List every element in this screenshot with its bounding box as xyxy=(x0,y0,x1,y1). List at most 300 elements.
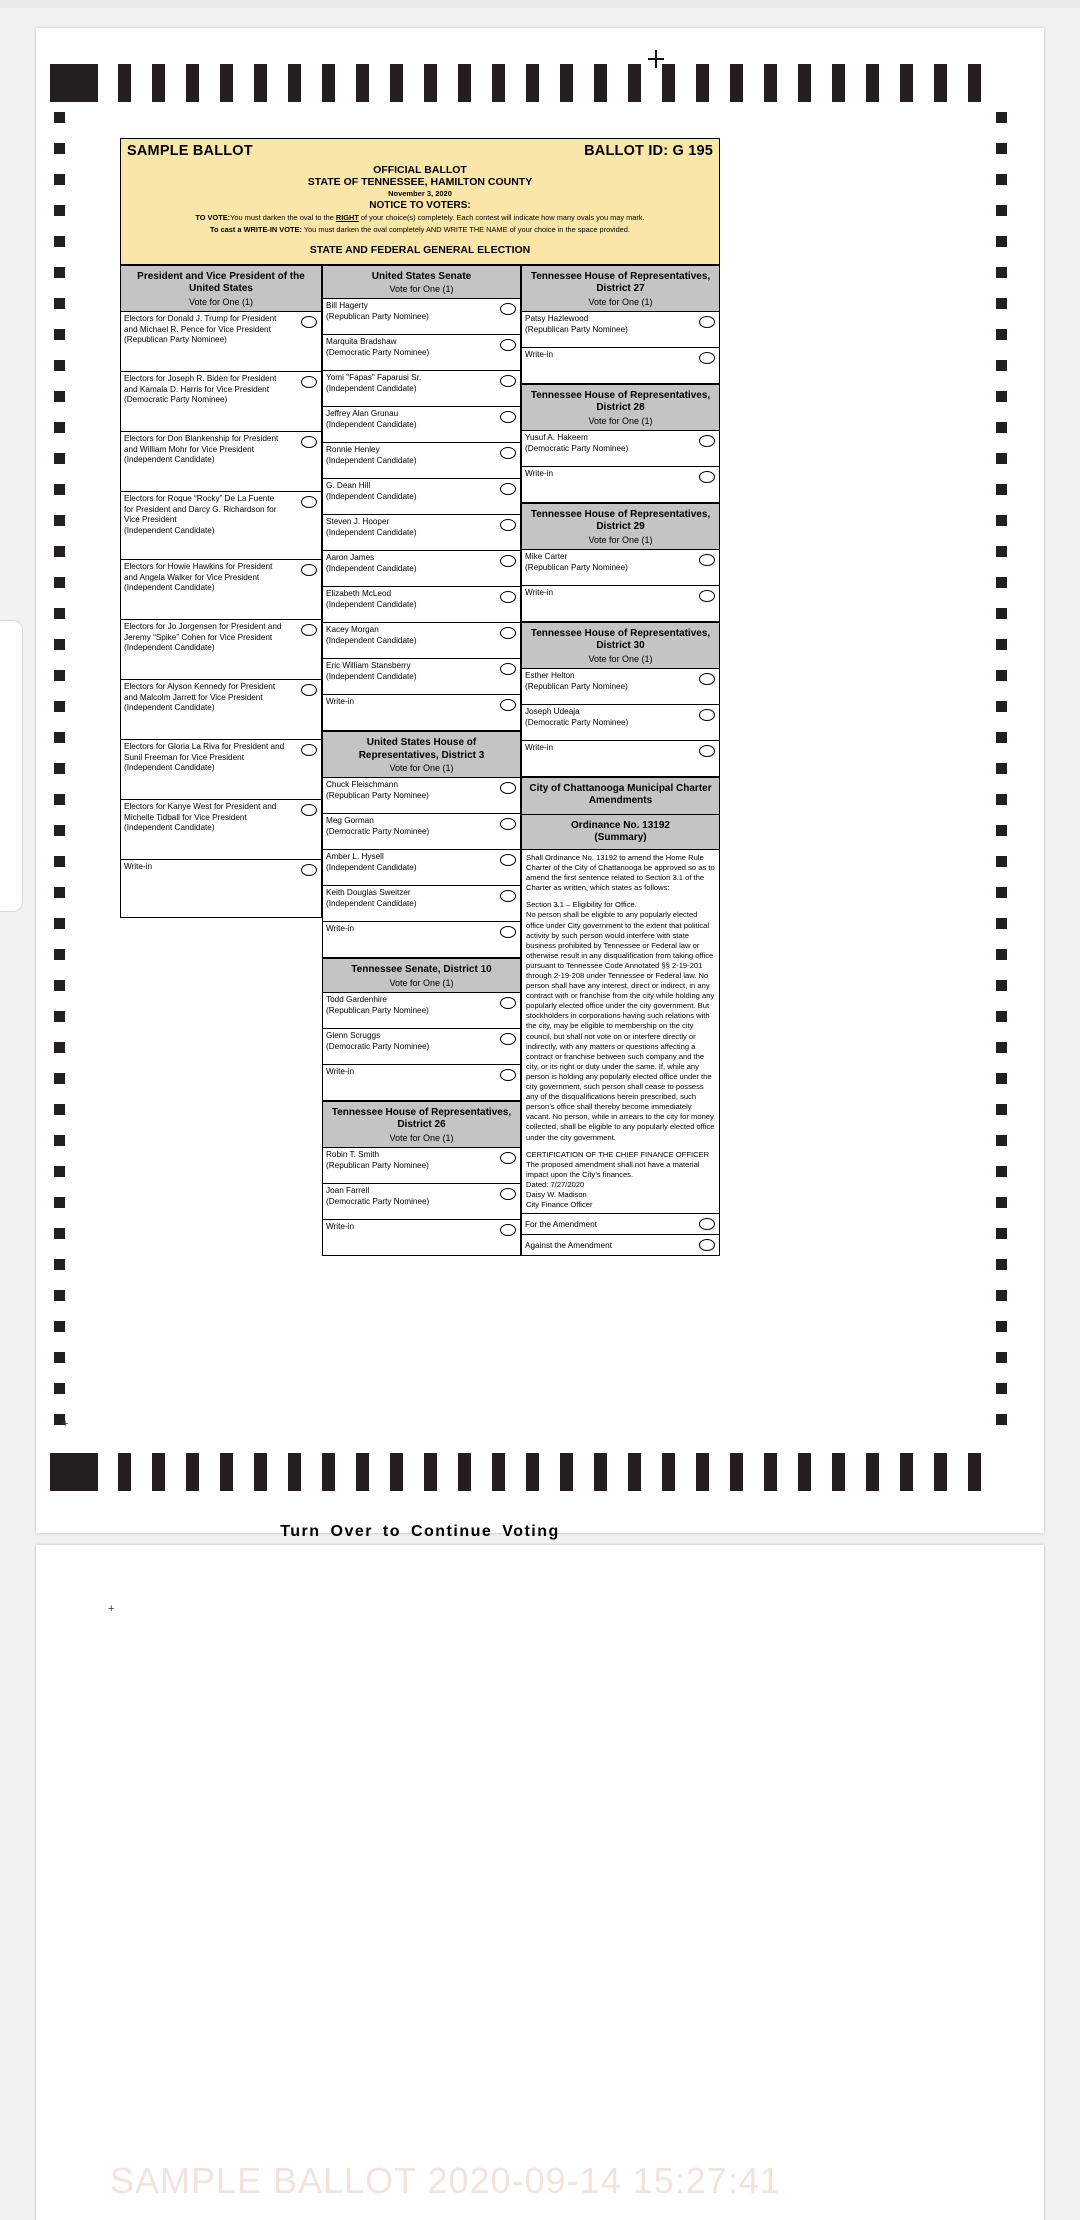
vote-oval[interactable] xyxy=(500,519,516,531)
candidate-name-line: Kacey Morgan xyxy=(326,625,379,635)
vote-oval[interactable] xyxy=(699,1239,715,1251)
timing-mark xyxy=(54,1228,65,1239)
charter-amendments-title: City of Chattanooga Municipal Charter Amendments xyxy=(529,782,712,807)
amendment-against-option[interactable] xyxy=(521,1235,720,1256)
candidate-name-line: (Independent Candidate) xyxy=(124,823,215,833)
candidate-name xyxy=(326,924,354,935)
timing-mark xyxy=(50,1453,98,1491)
candidate-row[interactable] xyxy=(521,467,720,503)
candidate-name xyxy=(326,517,417,538)
candidate-name-line: Write-in xyxy=(525,349,554,359)
candidate-name-line: Electors for Gloria La Riva for President and xyxy=(124,741,285,751)
vote-oval[interactable] xyxy=(301,864,317,876)
candidate-row[interactable] xyxy=(322,335,521,371)
candidate-name-line: (Independent Candidate) xyxy=(326,384,417,394)
timing-mark xyxy=(54,112,65,123)
candidate-row[interactable] xyxy=(322,850,521,886)
sample-ballot-label: SAMPLE BALLOT xyxy=(127,143,253,159)
candidate-name-line: Electors for Joseph R. Biden for President xyxy=(124,373,277,383)
candidate-row[interactable] xyxy=(521,550,720,586)
timing-mark xyxy=(458,1453,471,1491)
timing-mark xyxy=(54,1197,65,1208)
ordinance-paragraph: No person shall be eligible to any popularly elected office under City government to the extent that political activity by such person would interfere with state business prohibited by Tennessee or Federal law or otherwise result in any disqualification from taking office pursuant to Tennessee Code Annotated §§ 2-19-201 through 2-19-208 under Tennessee or Federal law. No person shall have any interest, direct or indirect, in any contract with or franchise from the city while holding any popularly elected office under the city government. But stockholders in corporations having such relations with the city, may be eligible to membership on the city council, but shall not vote on or interfere directly or indirectly, with any matters or questions affecting a contract or franchise between such company and the city, or its right or duty under the same. If, while any person is holding any popularly elected office under the city government, such person shall cease to possess any of the disqualifications herein prescribed, such person’s office shall thereby become immediately vacant. No person, while in arrears to the city for money collected, shall be eligible to any popularly elected office under the city government. xyxy=(526,910,715,1142)
candidate-name xyxy=(525,707,628,728)
timing-mark xyxy=(934,64,947,102)
ballot-column-2 xyxy=(322,265,521,1256)
candidate-name xyxy=(326,661,417,682)
official-ballot-label: OFFICIAL BALLOT xyxy=(373,164,467,176)
timing-mark xyxy=(866,1453,879,1491)
candidate-name xyxy=(124,494,276,537)
candidate-row[interactable] xyxy=(120,860,322,918)
candidate-name-line: Write-in xyxy=(326,1221,355,1231)
candidate-name-line: (Independent Candidate) xyxy=(326,528,417,538)
election-title: STATE AND FEDERAL GENERAL ELECTION xyxy=(309,243,531,256)
vote-oval[interactable] xyxy=(301,496,317,508)
candidate-name-line: (Independent Candidate) xyxy=(326,672,417,682)
candidate-row[interactable] xyxy=(521,312,720,348)
vote-oval[interactable] xyxy=(500,663,516,675)
timing-mark xyxy=(662,1453,675,1491)
timing-mark xyxy=(54,763,65,774)
vote-oval[interactable] xyxy=(301,316,317,328)
candidate-row[interactable] xyxy=(120,432,322,492)
timing-mark xyxy=(900,64,913,102)
vote-oval[interactable] xyxy=(301,744,317,756)
vote-oval[interactable] xyxy=(500,818,516,830)
timing-mark xyxy=(996,422,1007,433)
candidate-name-line: and Michael R. Pence for Vice President xyxy=(124,324,271,334)
timing-mark xyxy=(288,1453,301,1491)
candidate-name-line: Electors for Roque “Rocky” De La Fuente xyxy=(124,493,275,503)
contest-title: Tennessee House of Representatives, District 28 xyxy=(530,389,711,414)
timing-marks-right xyxy=(996,112,1007,1442)
timing-mark xyxy=(996,236,1007,247)
candidate-name xyxy=(525,588,553,599)
candidate-row[interactable] xyxy=(120,372,322,432)
timing-mark xyxy=(54,856,65,867)
timing-mark xyxy=(54,205,65,216)
candidate-row[interactable] xyxy=(322,695,521,731)
timing-mark xyxy=(50,64,98,102)
candidate-name-line: (Independent Candidate) xyxy=(326,420,417,430)
timing-mark xyxy=(996,267,1007,278)
timing-mark xyxy=(934,1453,947,1491)
timing-mark xyxy=(968,1453,981,1491)
vote-oval[interactable] xyxy=(500,591,516,603)
candidate-name-line: Joan Farrell xyxy=(326,1185,370,1195)
candidate-name xyxy=(525,469,553,480)
candidate-row[interactable] xyxy=(322,778,521,814)
timing-mark xyxy=(996,670,1007,681)
candidate-name-line: Keith Douglas Sweitzer xyxy=(326,888,411,898)
timing-mark xyxy=(54,453,65,464)
candidate-row[interactable] xyxy=(322,1148,521,1184)
vote-oval[interactable] xyxy=(301,804,317,816)
timing-mark xyxy=(118,64,131,102)
vote-oval[interactable] xyxy=(699,316,715,328)
candidate-row[interactable] xyxy=(120,312,322,372)
timing-mark xyxy=(54,701,65,712)
timing-mark xyxy=(54,1259,65,1270)
candidate-row[interactable] xyxy=(322,443,521,479)
candidate-row[interactable] xyxy=(322,659,521,695)
candidate-name-line: (Independent Candidate) xyxy=(124,763,215,773)
candidate-row[interactable] xyxy=(322,1065,521,1101)
vote-oval[interactable] xyxy=(500,411,516,423)
contest-title: Tennessee House of Representatives, District 27 xyxy=(530,270,711,295)
candidate-row[interactable] xyxy=(120,800,322,860)
timing-mark xyxy=(54,174,65,185)
candidate-row[interactable] xyxy=(120,680,322,740)
candidate-row[interactable] xyxy=(120,560,322,620)
candidate-name xyxy=(326,852,417,873)
candidate-name-line: (Independent Candidate) xyxy=(326,492,417,502)
candidate-name-line: and William Mohr for Vice President xyxy=(124,444,254,454)
candidate-name-line: (Democratic Party Nominee) xyxy=(326,1041,430,1051)
timing-mark xyxy=(968,64,981,102)
vote-oval[interactable] xyxy=(500,1188,516,1200)
candidate-name-line: (Republican Party Nominee) xyxy=(326,1160,429,1170)
vote-oval[interactable] xyxy=(301,684,317,696)
timing-mark xyxy=(54,422,65,433)
timing-mark xyxy=(900,1453,913,1491)
vote-oval[interactable] xyxy=(699,471,715,483)
timing-mark xyxy=(996,949,1007,960)
timing-mark xyxy=(54,639,65,650)
timing-mark xyxy=(54,980,65,991)
timing-mark xyxy=(996,1259,1007,1270)
vote-oval[interactable] xyxy=(699,554,715,566)
vote-oval[interactable] xyxy=(500,483,516,495)
contest-title: Tennessee Senate, District 10 xyxy=(351,964,492,976)
candidate-row[interactable] xyxy=(322,623,521,659)
candidate-name-line: (Independent Candidate) xyxy=(326,600,417,610)
candidate-row[interactable] xyxy=(521,669,720,705)
president-contest-header xyxy=(120,265,322,312)
candidate-name xyxy=(326,1067,354,1078)
timing-mark xyxy=(54,608,65,619)
timing-marks-left xyxy=(54,112,65,1442)
turn-over-notice: Turn Over to Continue Voting xyxy=(280,1523,560,1540)
ballot-content xyxy=(120,138,720,1540)
candidate-name-line: Aaron James xyxy=(326,553,375,563)
candidate-row[interactable] xyxy=(322,886,521,922)
candidate-row[interactable] xyxy=(322,993,521,1029)
timing-mark xyxy=(526,64,539,102)
timing-mark xyxy=(996,1166,1007,1177)
browser-chrome-strip xyxy=(0,0,1080,8)
candidate-name-line: Electors for Howie Hawkins for President xyxy=(124,561,273,571)
timing-mark xyxy=(54,949,65,960)
timing-mark xyxy=(764,64,777,102)
candidate-name-line: Robin T. Smith xyxy=(326,1149,380,1159)
candidate-row[interactable] xyxy=(521,705,720,741)
timing-mark xyxy=(356,64,369,102)
vote-oval[interactable] xyxy=(500,447,516,459)
timing-mark xyxy=(996,1321,1007,1332)
candidate-name-line: Esther Helton xyxy=(525,670,575,680)
candidate-name-line: G. Dean Hill xyxy=(326,481,371,491)
timing-mark xyxy=(54,1042,65,1053)
contest-title: United States House of Representatives, District 3 xyxy=(358,737,485,761)
timing-mark xyxy=(996,1042,1007,1053)
timing-mark xyxy=(996,794,1007,805)
candidate-name xyxy=(326,337,429,358)
candidate-name-line: Electors for Jo Jorgensen for President and xyxy=(124,621,282,631)
candidate-name-line: (Democratic Party Nominee) xyxy=(525,443,629,453)
election-date: November 3, 2020 xyxy=(388,189,452,198)
timing-mark xyxy=(996,143,1007,154)
timing-mark xyxy=(254,1453,267,1491)
timing-mark xyxy=(54,1073,65,1084)
candidate-name xyxy=(326,697,354,708)
candidate-name-line: (Democratic Party Nominee) xyxy=(326,1196,430,1206)
timing-mark xyxy=(54,825,65,836)
ordinance-text xyxy=(521,850,720,1214)
candidate-row[interactable] xyxy=(521,741,720,777)
candidate-row[interactable] xyxy=(322,1220,521,1256)
candidate-row[interactable] xyxy=(322,551,521,587)
candidate-name xyxy=(525,671,628,692)
notice-writein-text: You must darken the oval completely AND WRITE THE NAME of your choice in the space provided. xyxy=(301,224,630,234)
notice-to-voters-title: NOTICE TO VOTERS: xyxy=(369,200,471,211)
candidate-name-line: Jeremy “Spike” Cohen for Vice President xyxy=(124,632,273,642)
timing-mark xyxy=(186,1453,199,1491)
candidate-name-line: Sunil Freeman for Vice President xyxy=(124,752,244,762)
amendment-for-option[interactable] xyxy=(521,1214,720,1235)
candidate-name-line: Yomi "Fapas" Faparusi Sr. xyxy=(326,373,422,383)
timing-mark xyxy=(54,546,65,557)
notice-writein-label: To cast a WRITE-IN VOTE: xyxy=(210,224,302,234)
candidate-name-line: Electors for Kanye West for President and xyxy=(124,801,277,811)
timing-mark xyxy=(996,1197,1007,1208)
timing-mark xyxy=(696,1453,709,1491)
vote-oval[interactable] xyxy=(500,555,516,567)
timing-mark xyxy=(54,515,65,526)
candidate-name xyxy=(124,802,276,834)
vote-oval[interactable] xyxy=(500,339,516,351)
candidate-name-line: (Republican Party Nominee) xyxy=(124,335,227,345)
candidate-name-line: Glenn Scruggs xyxy=(326,1030,381,1040)
timing-mark xyxy=(996,887,1007,898)
tn-house-28-contest-header xyxy=(521,384,720,431)
ballot-column-3 xyxy=(521,265,720,1256)
timing-mark xyxy=(54,887,65,898)
timing-mark xyxy=(54,329,65,340)
timing-mark xyxy=(662,64,675,102)
timing-mark xyxy=(996,825,1007,836)
candidate-name xyxy=(124,434,278,466)
timing-mark xyxy=(54,670,65,681)
candidate-row[interactable] xyxy=(521,586,720,622)
us-senate-contest-header xyxy=(322,265,521,300)
contest-vote-for: Vote for One (1) xyxy=(188,296,254,307)
timing-mark xyxy=(54,236,65,247)
vote-oval[interactable] xyxy=(699,745,715,757)
vote-oval[interactable] xyxy=(699,1218,715,1230)
candidate-name xyxy=(326,888,417,909)
timing-mark xyxy=(118,1453,131,1491)
vote-oval[interactable] xyxy=(500,1033,516,1045)
vote-oval[interactable] xyxy=(500,782,516,794)
timing-mark xyxy=(996,391,1007,402)
timing-mark xyxy=(54,360,65,371)
timing-mark xyxy=(996,732,1007,743)
vote-oval[interactable] xyxy=(500,375,516,387)
candidate-name-line: Meg Gorman xyxy=(326,816,374,826)
candidate-name-line: Ronnie Henley xyxy=(326,445,380,455)
candidate-name-line: Jeffrey Alan Grunau xyxy=(326,409,399,419)
candidate-name-line: (Democratic Party Nominee) xyxy=(326,348,430,358)
candidate-name xyxy=(326,409,417,430)
candidate-row[interactable] xyxy=(322,515,521,551)
candidate-name xyxy=(326,1222,354,1233)
timing-mark xyxy=(996,1104,1007,1115)
registration-mark-bottom-left: + xyxy=(62,1418,69,1430)
candidate-name-line: Marquita Bradshaw xyxy=(326,337,397,347)
contest-vote-for: Vote for One (1) xyxy=(389,1132,454,1143)
ballot-columns xyxy=(120,265,720,1256)
candidate-name xyxy=(326,995,429,1016)
candidate-name-line: (Democratic Party Nominee) xyxy=(525,717,629,727)
contest-title: Tennessee House of Representatives, District 29 xyxy=(530,508,711,533)
candidate-name-line: (Independent Candidate) xyxy=(124,643,215,653)
vote-oval[interactable] xyxy=(500,627,516,639)
vote-oval[interactable] xyxy=(699,709,715,721)
candidate-row[interactable] xyxy=(120,740,322,800)
timing-mark xyxy=(764,1453,777,1491)
candidate-name xyxy=(326,301,429,322)
ordinance-header xyxy=(521,815,720,850)
timing-mark xyxy=(996,1135,1007,1146)
vote-oval[interactable] xyxy=(500,1224,516,1236)
timing-mark xyxy=(560,64,573,102)
timing-mark xyxy=(220,64,233,102)
notice-to-vote xyxy=(127,213,713,223)
notice-right-emphasis: RIGHT xyxy=(335,213,359,222)
vote-oval[interactable] xyxy=(301,564,317,576)
amendment-option-label: Against the Amendment xyxy=(525,1240,612,1250)
candidate-row[interactable] xyxy=(521,431,720,467)
candidate-name-line: Yusuf A. Hakeem xyxy=(525,432,588,442)
candidate-row[interactable] xyxy=(120,492,322,560)
candidate-row[interactable] xyxy=(322,299,521,335)
contest-title: United States Senate xyxy=(371,270,472,282)
candidate-row[interactable] xyxy=(120,620,322,680)
timing-mark xyxy=(54,1011,65,1022)
candidate-name-line: Eric William Stansberry xyxy=(326,661,411,671)
timing-mark xyxy=(54,1104,65,1115)
vote-oval[interactable] xyxy=(500,1152,516,1164)
vote-oval[interactable] xyxy=(301,436,317,448)
timing-mark xyxy=(696,64,709,102)
candidate-row[interactable] xyxy=(322,1029,521,1065)
vote-oval[interactable] xyxy=(500,890,516,902)
timing-mark xyxy=(628,1453,641,1491)
candidate-name xyxy=(124,374,276,406)
vote-oval[interactable] xyxy=(699,435,715,447)
timing-mark xyxy=(996,1383,1007,1394)
candidate-row[interactable] xyxy=(322,1184,521,1220)
candidate-name-line: (Independent Candidate) xyxy=(326,456,417,466)
timing-mark xyxy=(220,1453,233,1491)
candidate-name xyxy=(326,481,417,502)
candidate-name-line: (Republican Party Nominee) xyxy=(525,681,628,691)
vote-oval[interactable] xyxy=(500,1069,516,1081)
timing-mark xyxy=(390,64,403,102)
candidate-name xyxy=(326,589,417,610)
vote-oval[interactable] xyxy=(301,624,317,636)
candidate-name-line: Michelle Tidball for Vice President xyxy=(124,812,247,822)
candidate-row[interactable] xyxy=(322,587,521,623)
candidate-name-line: Steven J. Hooper xyxy=(326,517,390,527)
timing-mark xyxy=(996,1228,1007,1239)
tn-house-29-contest-header xyxy=(521,503,720,550)
vote-oval[interactable] xyxy=(500,854,516,866)
vote-oval[interactable] xyxy=(699,352,715,364)
candidate-name-line: (Independent Candidate) xyxy=(326,899,417,909)
timing-mark xyxy=(54,267,65,278)
contest-vote-for: Vote for One (1) xyxy=(588,653,653,664)
vote-oval[interactable] xyxy=(500,699,516,711)
timing-mark xyxy=(458,64,471,102)
timing-mark xyxy=(54,1321,65,1332)
timing-mark xyxy=(54,1290,65,1301)
vote-oval[interactable] xyxy=(500,997,516,1009)
timing-mark xyxy=(996,1290,1007,1301)
ordinance-paragraph: City Finance Officer xyxy=(526,1200,593,1210)
candidate-name-line: (Independent Candidate) xyxy=(124,703,215,713)
candidate-name-line: (Republican Party Nominee) xyxy=(525,324,628,334)
timing-mark xyxy=(322,1453,335,1491)
candidate-row[interactable] xyxy=(521,348,720,384)
vote-oval[interactable] xyxy=(699,673,715,685)
timing-mark xyxy=(832,64,845,102)
candidate-name-line: Write-in xyxy=(124,861,153,871)
candidate-name-line: Write-in xyxy=(525,742,554,752)
candidate-row[interactable] xyxy=(322,922,521,958)
timing-mark xyxy=(996,1011,1007,1022)
candidate-row[interactable] xyxy=(322,814,521,850)
notice-to-vote-post: of your choice(s) completely. Each contest will indicate how many ovals you may mark. xyxy=(358,213,645,222)
candidate-name-line: (Republican Party Nominee) xyxy=(525,562,628,572)
candidate-row[interactable] xyxy=(322,407,521,443)
vote-oval[interactable] xyxy=(500,303,516,315)
timing-mark xyxy=(996,918,1007,929)
vote-oval[interactable] xyxy=(500,926,516,938)
timing-mark xyxy=(996,360,1007,371)
candidate-row[interactable] xyxy=(322,371,521,407)
timing-mark xyxy=(996,856,1007,867)
candidate-name-line: (Republican Party Nominee) xyxy=(326,312,429,322)
vote-oval[interactable] xyxy=(301,376,317,388)
candidate-name xyxy=(326,780,429,801)
timing-mark xyxy=(288,64,301,102)
candidate-row[interactable] xyxy=(322,479,521,515)
candidate-name xyxy=(326,816,429,837)
notice-to-vote-pre: You must darken the oval to the xyxy=(230,213,336,222)
candidate-name-line: Chuck Fleischmann xyxy=(326,780,398,790)
ordinance-paragraph: Daisy W. Madison xyxy=(526,1189,587,1199)
ordinance-paragraph: Section 3.1 – Eligibility for Office. xyxy=(526,900,637,910)
vote-oval[interactable] xyxy=(699,590,715,602)
candidate-name xyxy=(525,743,553,754)
candidate-name-line: Electors for Alyson Kennedy for President xyxy=(124,681,276,691)
contest-vote-for: Vote for One (1) xyxy=(389,284,454,295)
state-county-label: STATE OF TENNESSEE, HAMILTON COUNTY xyxy=(307,176,533,188)
timing-mark xyxy=(54,143,65,154)
